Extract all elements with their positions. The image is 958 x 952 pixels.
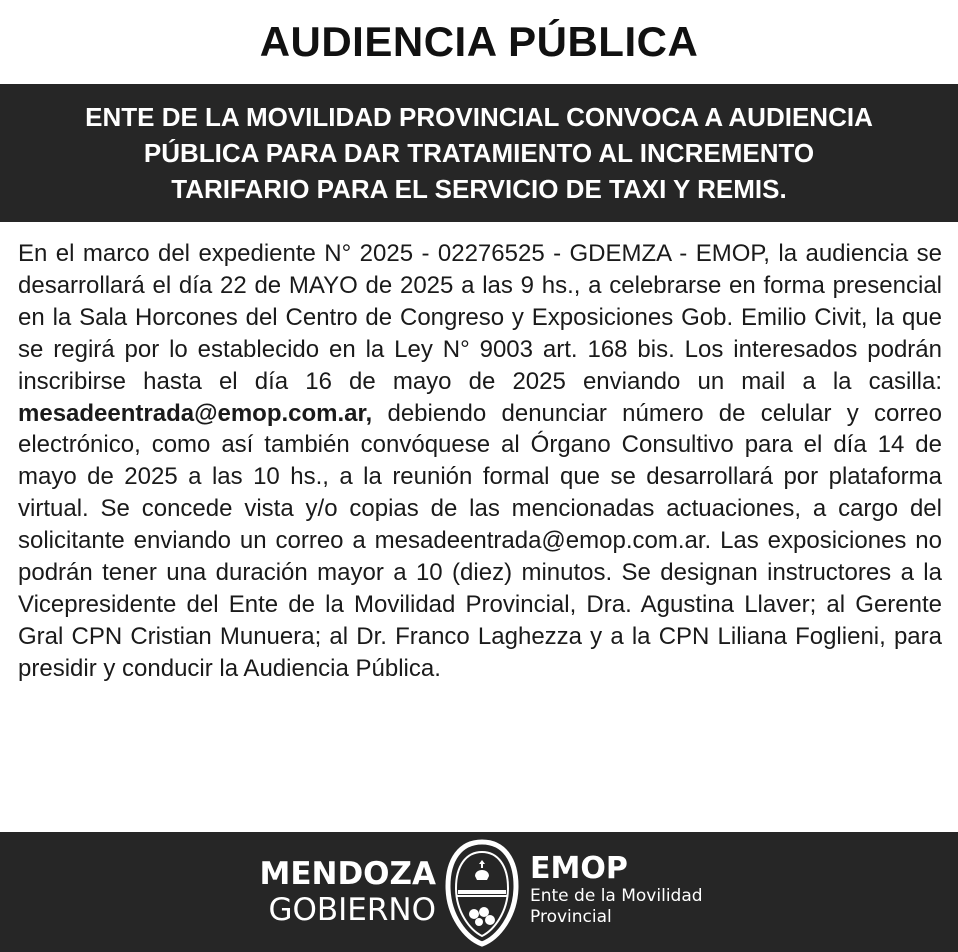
- headline-banner: [0, 84, 958, 222]
- emop-logo: [530, 852, 703, 928]
- notice-body-part-2: debiendo denunciar número de celular y correo electrónico, como así también convóquese al Órgano Consultivo para el día 14 de mayo de 2025 a las 10 hs., a la reunión formal que se desarrollará por plataforma virtual. Se concede vista y/o copias de las mencionadas actuaciones, a cargo del solicitante enviando un correo a mesadeentrada@emop.com.ar. Las exposiciones no podrán tener una duración mayor a 10 (diez) minutos. Se designan instructores a la Vicepresidente del Ente de la Movilidad Provincial, Dra. Agustina Llaver; al Gerente Gral CPN Cristian Munuera; al Dr. Franco Laghezza y a la CPN Liliana Foglieni, para presidir y conducir la Audiencia Pública.: [18, 399, 942, 682]
- mendoza-gobierno-logo: [256, 856, 436, 928]
- headline-line-3: TARIFARIO PARA EL SERVICIO DE TAXI Y REMIS.: [171, 174, 787, 204]
- page-title: AUDIENCIA PÚBLICA: [259, 18, 699, 65]
- headline-line-2: PÚBLICA PARA DAR TRATAMIENTO AL INCREMENTO: [143, 138, 815, 168]
- headline-line-1: ENTE DE LA MOVILIDAD PROVINCIAL CONVOCA A AUDIENCIA: [85, 102, 873, 132]
- footer-bar: [0, 832, 958, 952]
- notice-email: mesadeentrada@emop.com.ar,: [18, 399, 373, 427]
- headline-text: [29, 99, 929, 207]
- org-name: EMOP: [530, 851, 628, 886]
- org-desc-line-2: Provincial: [530, 907, 612, 927]
- notice-body: [18, 238, 942, 685]
- gov-line-2: GOBIERNO: [268, 892, 436, 928]
- org-desc-line-1: Ente de la Movilidad: [530, 886, 703, 906]
- notice-body-part-1: En el marco del expediente N° 2025 - 02276525 - GDEMZA - EMOP, la audiencia se desarrollará el día 22 de MAYO de 2025 a las 9 hs., a celebrarse en forma presencial en la Sala Horcones del Centro de Congreso y Exposiciones Gob. Emilio Civit, la que se regirá por lo establecido en la Ley N° 9003 art. 168 bis. Los interesados podrán inscribirse hasta el día 16 de mayo de 2025 enviando un mail a la casilla:: [18, 240, 942, 395]
- mendoza-coat-of-arms-icon: [442, 838, 522, 948]
- gov-line-1: MENDOZA: [259, 856, 436, 892]
